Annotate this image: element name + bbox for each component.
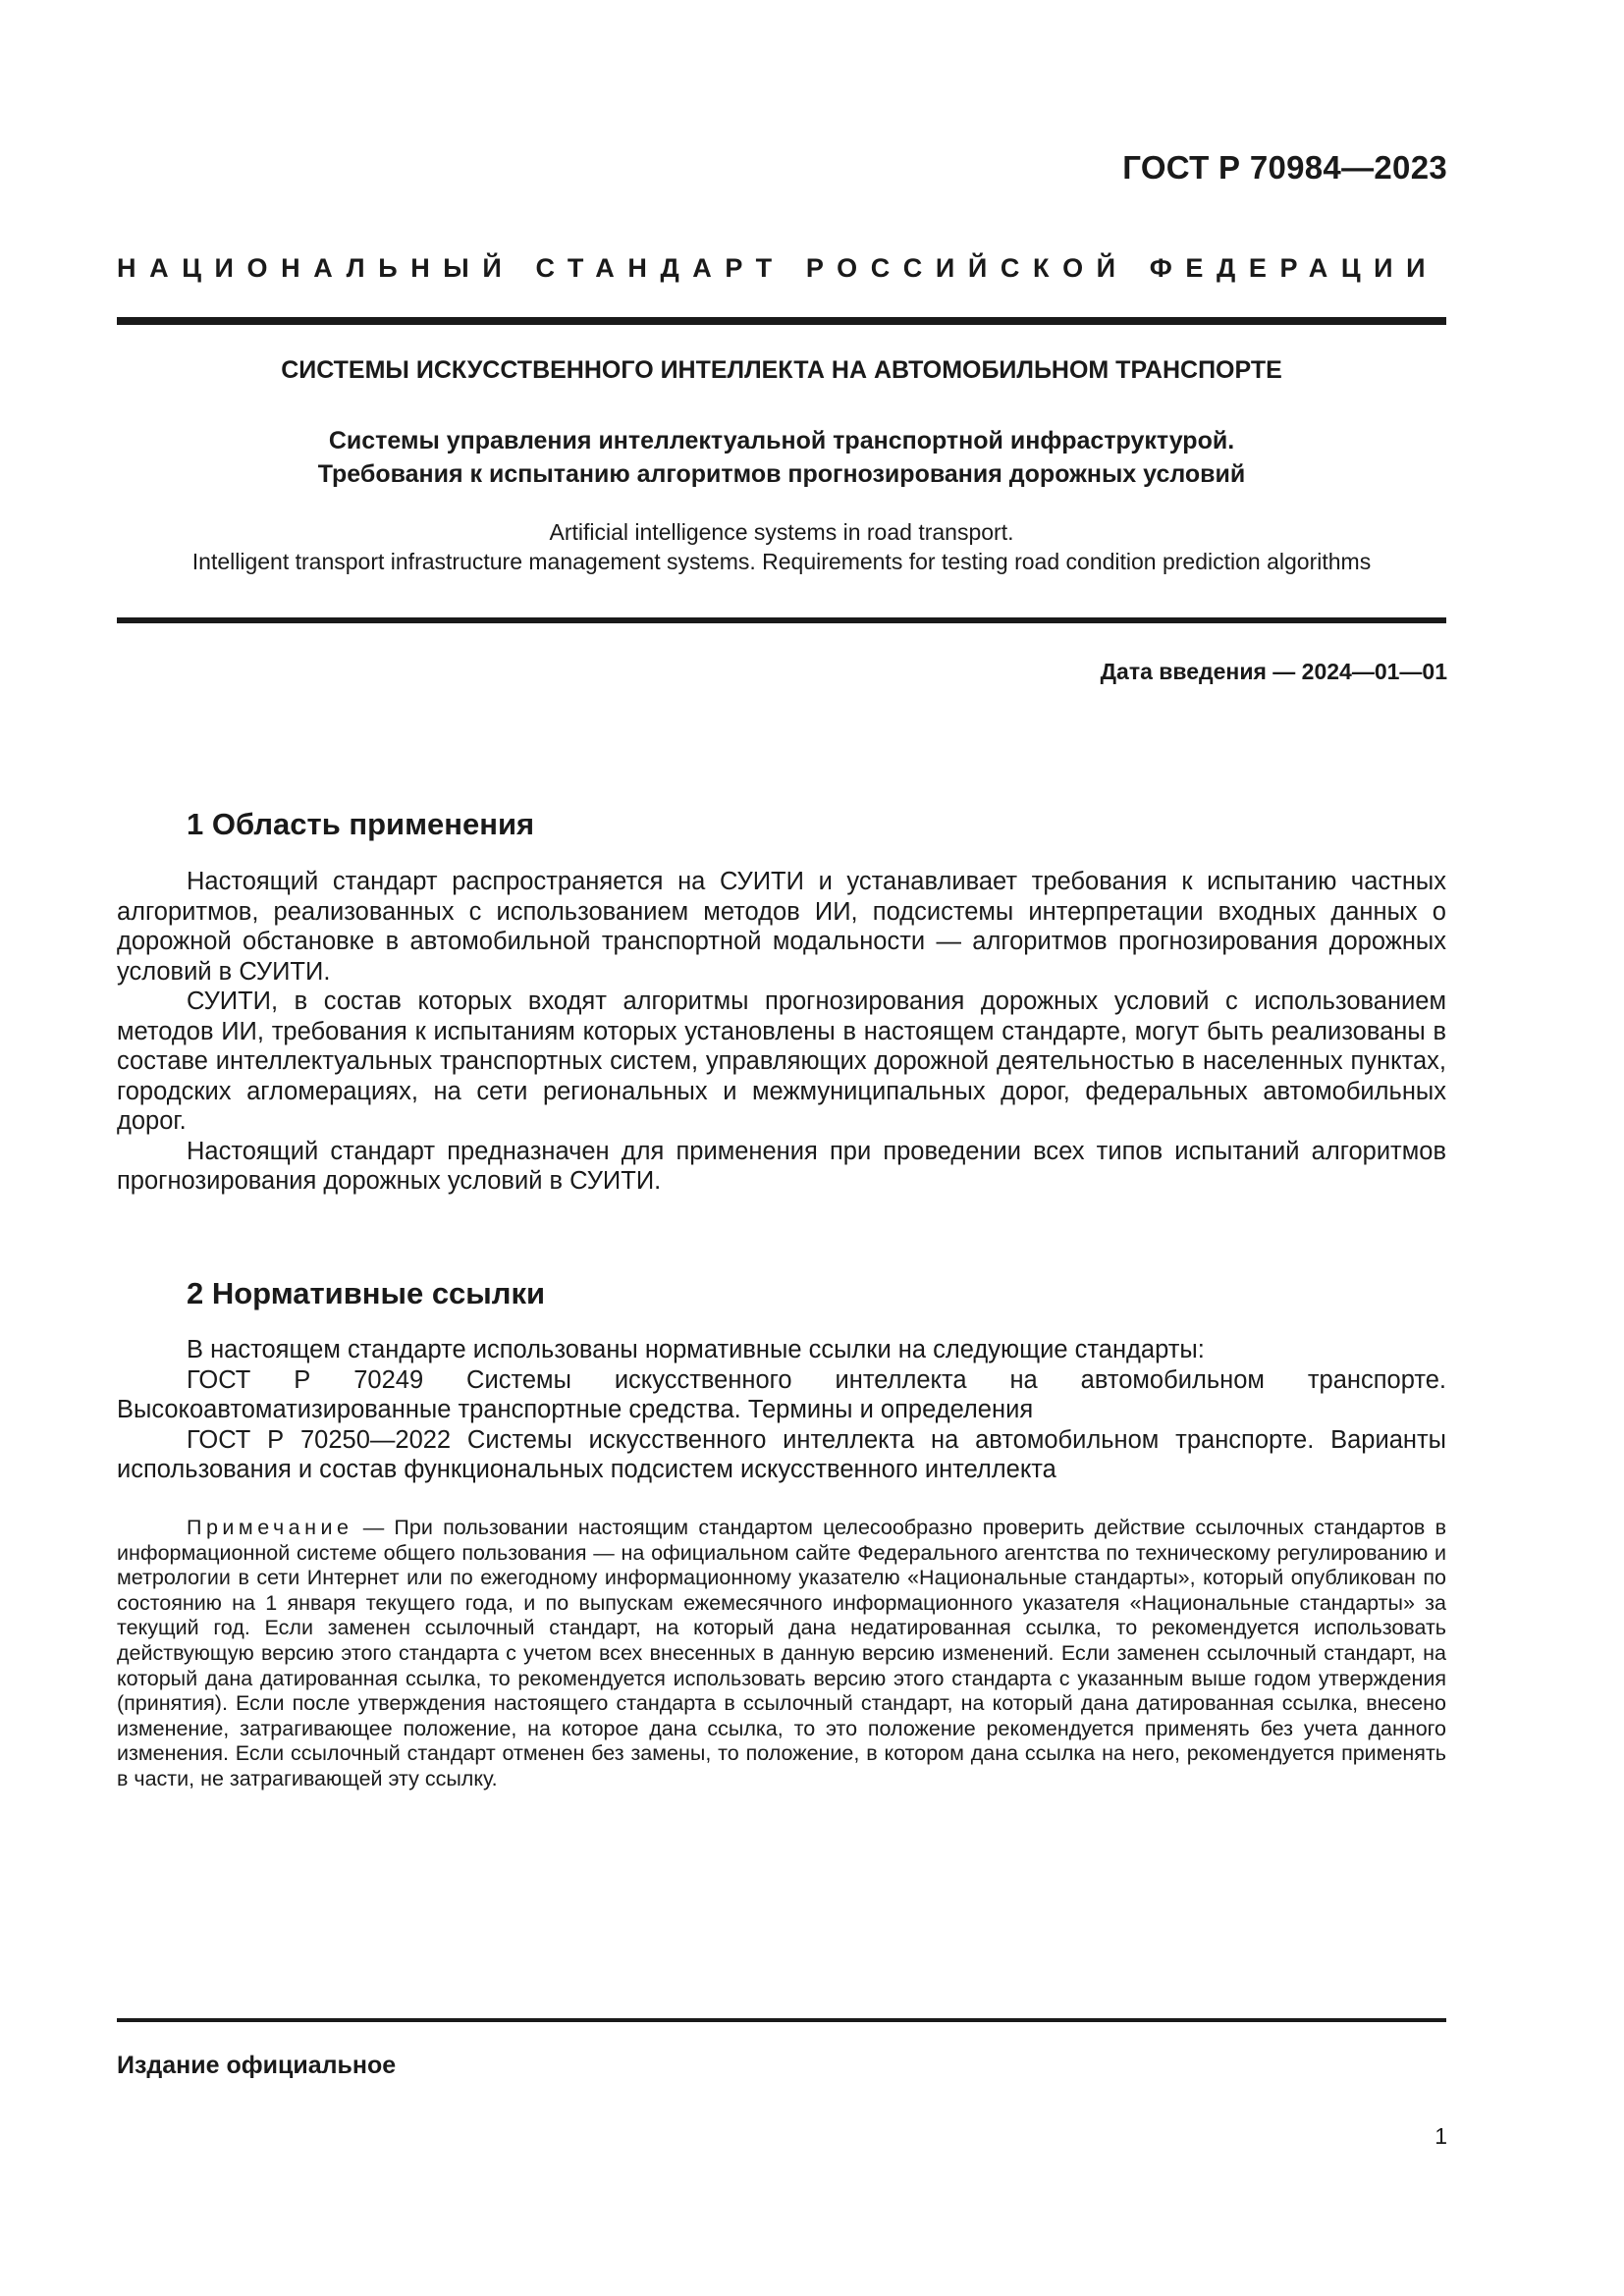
paragraph: Настоящий стандарт предназначен для применения при проведении всех типов испытаний алгоритмов прогнозирования дорожных условий в СУИТИ. bbox=[117, 1137, 1446, 1195]
introduction-date: Дата введения — 2024—01—01 bbox=[1100, 659, 1447, 684]
subtitle-line-2: Требования к испытанию алгоритмов прогнозирования дорожных условий bbox=[317, 460, 1246, 488]
note-paragraph bbox=[117, 1516, 1446, 1792]
english-title-line-1: Artificial intelligence systems in road transport. bbox=[549, 519, 1014, 545]
note-text: — При пользовании настоящим стандартом целесообразно проверить действие ссылочных стандартов в информационной системе общего пользования — на официальном сайте Федерального агентства по техническому регулированию и метрологии в сети Интернет или по ежегодному информационному указателю «Национальные стандарты», который опубликован по состоянию на 1 января текущего года, и по выпускам ежемесячного информационного указателя «Национальные стандарты» за текущий год. Если заменен ссылочный стандарт, на который дана недатированная ссылка, то рекомендуется использовать действующую версию этого стандарта с учетом всех внесенных в данную версию изменений. Если заменен ссылочный стандарт, на который дана датированная ссылка, то рекомендуется использовать версию этого стандарта с указанным выше годом утверждения (принятия). Если после утверждения настоящего стандарта в ссылочный стандарт, на который дана датированная ссылка, внесено изменение, затрагивающее положение, на которое дана ссылка, то это положение рекомендуется применять без учета данного изменения. Если ссылочный стандарт отменен без замены, то положение, в котором дана ссылка на него, рекомендуется применять в части, не затрагивающей эту ссылку. bbox=[117, 1516, 1446, 1790]
top-rule bbox=[117, 317, 1446, 325]
note-label: Примечание bbox=[187, 1516, 353, 1539]
section-1-body bbox=[117, 867, 1446, 1197]
subtitle-line-1: Системы управления интеллектуальной транспортной инфраструктурой. bbox=[328, 427, 1235, 454]
paragraph: Настоящий стандарт распространяется на СУИТИ и устанавливает требования к испытанию частных алгоритмов, реализованных с использованием методов ИИ, подсистемы интерпретации входных данных о дорожной обстановке в автомобильной транспортной модальности — алгоритмов прогнозирования дорожных условий в СУИТИ. bbox=[117, 868, 1446, 986]
document-title: СИСТЕМЫ ИСКУССТВЕННОГО ИНТЕЛЛЕКТА НА АВТОМОБИЛЬНОМ ТРАНСПОРТЕ bbox=[281, 356, 1282, 384]
national-standard-banner: НАЦИОНАЛЬНЫЙ СТАНДАРТ РОССИЙСКОЙ ФЕДЕРАЦИИ bbox=[117, 253, 1439, 283]
paragraph: В настоящем стандарте использованы нормативные ссылки на следующие стандарты: bbox=[187, 1336, 1205, 1363]
note-block bbox=[117, 1516, 1446, 1792]
paragraph: ГОСТ Р 70249 Системы искусственного интеллекта на автомобильном транспорте. Высокоавтоматизированные транспортные средства. Термины и определения bbox=[117, 1365, 1446, 1423]
english-title-line-2: Intelligent transport infrastructure management systems. Requirements for testing road condition prediction algorithms bbox=[191, 549, 1372, 574]
title-rule bbox=[117, 617, 1446, 623]
page-number: 1 bbox=[1435, 2123, 1447, 2149]
footer-rule bbox=[117, 2018, 1446, 2022]
paragraph: СУИТИ, в состав которых входят алгоритмы прогнозирования дорожных условий с использованием методов ИИ, требования к испытаниям которых установлены в настоящем стандарте, могут быть реализованы в составе интеллектуальных транспортных систем, управляющих дорожной деятельностью в населенных пунктах, городских агломерациях, на сети региональных и межмуниципальных дорог, федеральных автомобильных дорог. bbox=[117, 988, 1446, 1135]
official-edition-label: Издание официальное bbox=[117, 2052, 397, 2079]
document-subtitle bbox=[117, 424, 1446, 491]
section-2-body bbox=[117, 1335, 1446, 1485]
paragraph: ГОСТ Р 70250—2022 Системы искусственного интеллекта на автомобильном транспорте. Варианты использования и состав функциональных подсистем искусственного интеллекта bbox=[117, 1425, 1446, 1483]
english-title bbox=[117, 517, 1446, 576]
document-number: ГОСТ Р 70984—2023 bbox=[1122, 149, 1447, 186]
section-2-heading: 2 Нормативные ссылки bbox=[187, 1276, 546, 1310]
section-1-heading: 1 Область применения bbox=[187, 807, 535, 841]
